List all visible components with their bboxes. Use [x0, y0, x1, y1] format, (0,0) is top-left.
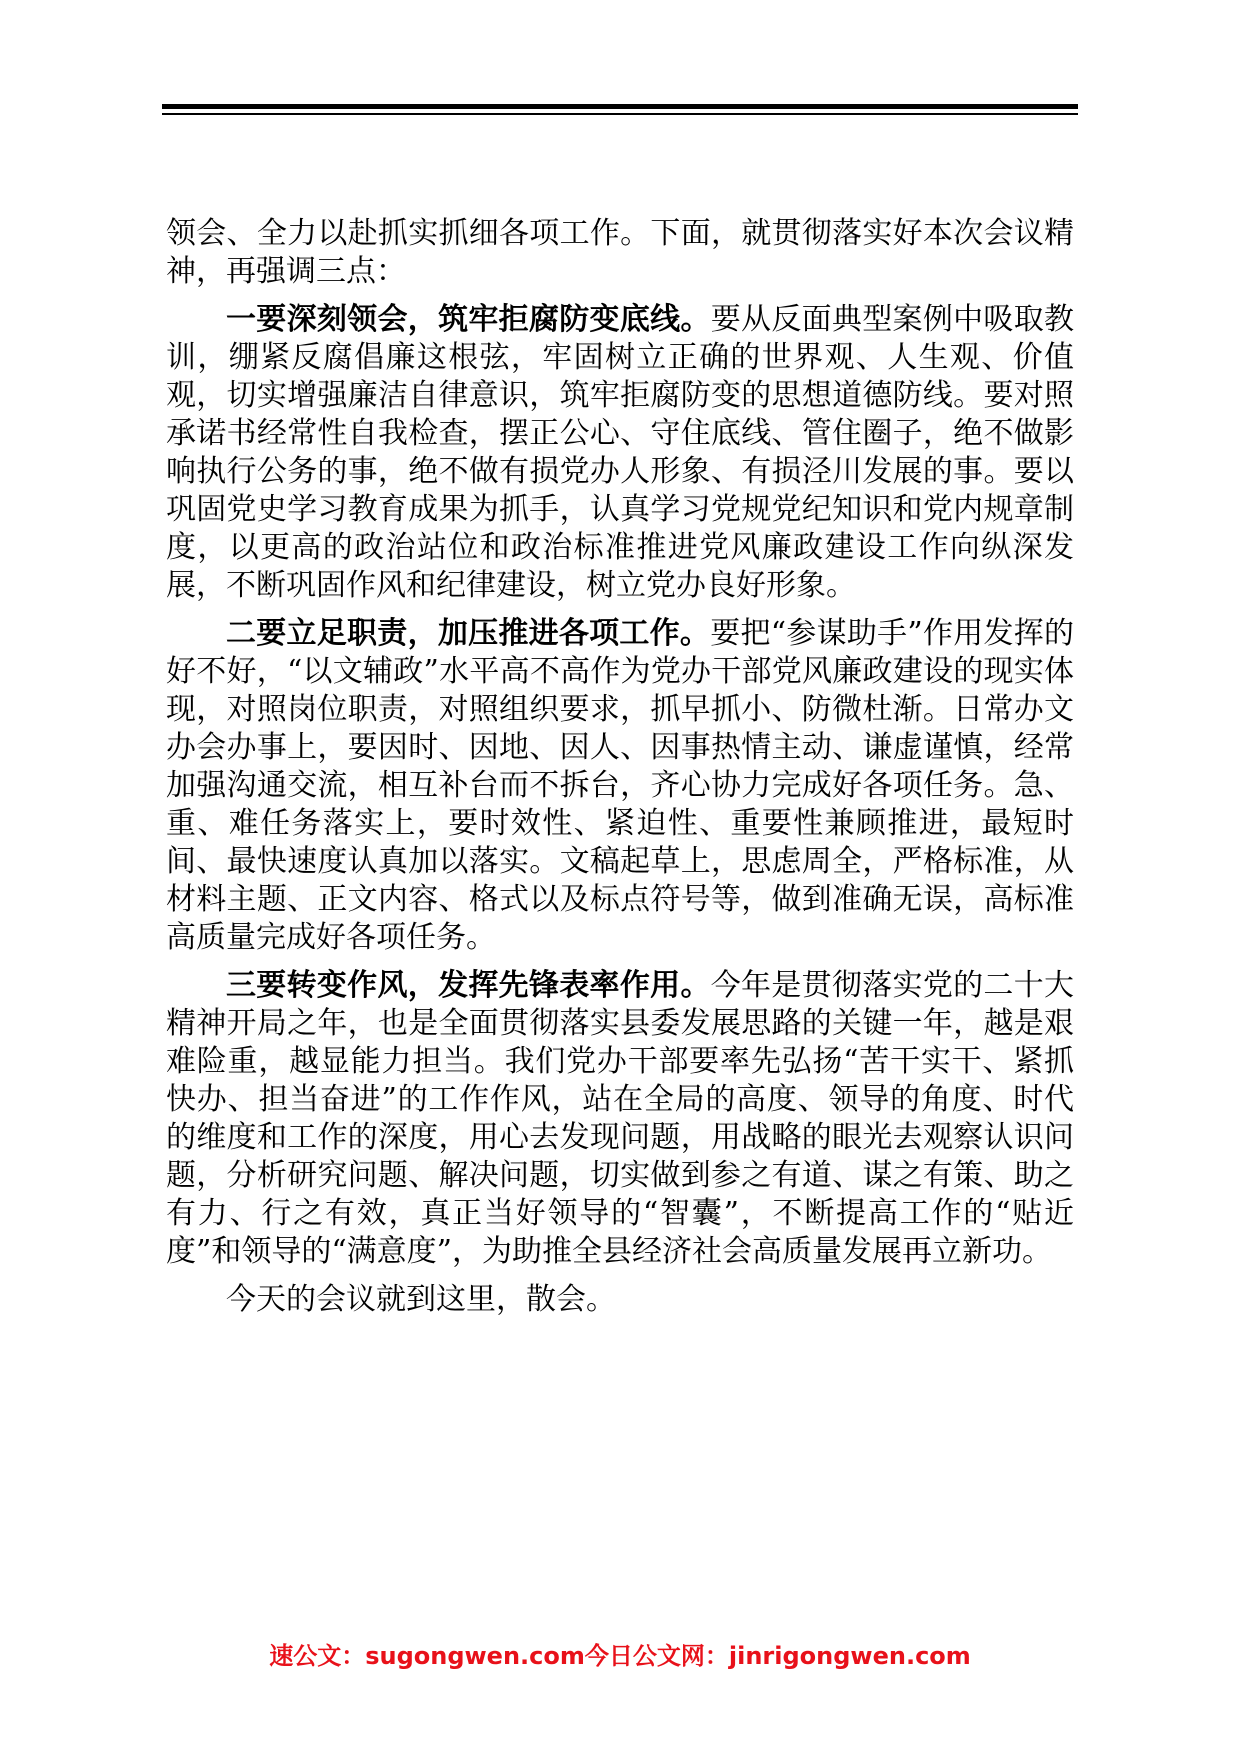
paragraph-text: 领会、全力以赴抓实抓细各项工作。下面，就贯彻落实好本次会议精神，再强调三点：	[166, 216, 1074, 289]
footer-watermark: 速公文：sugongwen.com今日公文网：jinrigongwen.com	[269, 1642, 971, 1670]
paragraph-text: 要把“参谋助手”作用发挥的好不好，“以文辅政”水平高不高作为党办干部党风廉政建设的现实体现，对照岗位职责，对照组织要求，抓早抓小、防微杜渐。日常办文办会办事上，要因时、因地、因人、因事热情主动、谦虚谨慎，经常加强沟通交流，相互补台而不拆台，齐心协力完成好各项任务。急、重、难任务落实上，要时效性、紧迫性、重要性兼顾推进，最短时间、最快速度认真加以落实。文稿起草上，思虑周全，严格标准，从材料主题、正文内容、格式以及标点符号等，做到准确无误，高标准高质量完成好各项任务。	[166, 616, 1074, 955]
paragraph-text: 要从反面典型案例中吸取教训，绷紧反腐倡廉这根弦，牢固树立正确的世界观、人生观、价值观，切实增强廉洁自律意识，筑牢拒腐防变的思想道德防线。要对照承诺书经常性自我检查，摆正公心、守住底线、管住圈子，绝不做影响执行公务的事，绝不做有损党办人形象、有损泾川发展的事。要以巩固党史学习教育成果为抓手，认真学习党规党纪知识和党内规章制度，以更高的政治站位和政治标准推进党风廉政建设工作向纵深发展，不断巩固作风和纪律建设，树立党办良好形象。	[166, 302, 1075, 603]
paragraph-point-one	[166, 301, 1074, 605]
paragraph-point-two	[166, 615, 1074, 957]
paragraph-text: 今天的会议就到这里，散会。	[226, 1282, 616, 1317]
paragraph-intro	[166, 215, 1074, 291]
paragraph-text: 今年是贯彻落实党的二十大精神开局之年，也是全面贯彻落实县委发展思路的关键一年，越是艰难险重，越显能力担当。我们党办干部要率先弘扬“苦干实干、紧抓快办、担当奋进”的工作作风，站在全局的高度、领导的角度、时代的维度和工作的深度，用心去发现问题，用战略的眼光去观察认识问题，分析研究问题、解决问题，切实做到参之有道、谋之有策、助之有力、行之有效，真正当好领导的“智囊”，不断提高工作的“贴近度”和领导的“满意度”，为助推全县经济社会高质量发展再立新功。	[166, 968, 1075, 1269]
document-body	[166, 215, 1074, 1329]
paragraph-heading: 三要转变作风，发挥先锋表率作用。	[226, 968, 711, 1003]
header-rule-thick	[162, 104, 1078, 109]
paragraph-heading: 二要立足职责，加压推进各项工作。	[226, 616, 711, 651]
paragraph-closing	[166, 1281, 1074, 1319]
header-rule-thin	[162, 113, 1078, 115]
paragraph-heading: 一要深刻领会，筑牢拒腐防变底线。	[226, 302, 711, 337]
paragraph-point-three	[166, 967, 1074, 1271]
